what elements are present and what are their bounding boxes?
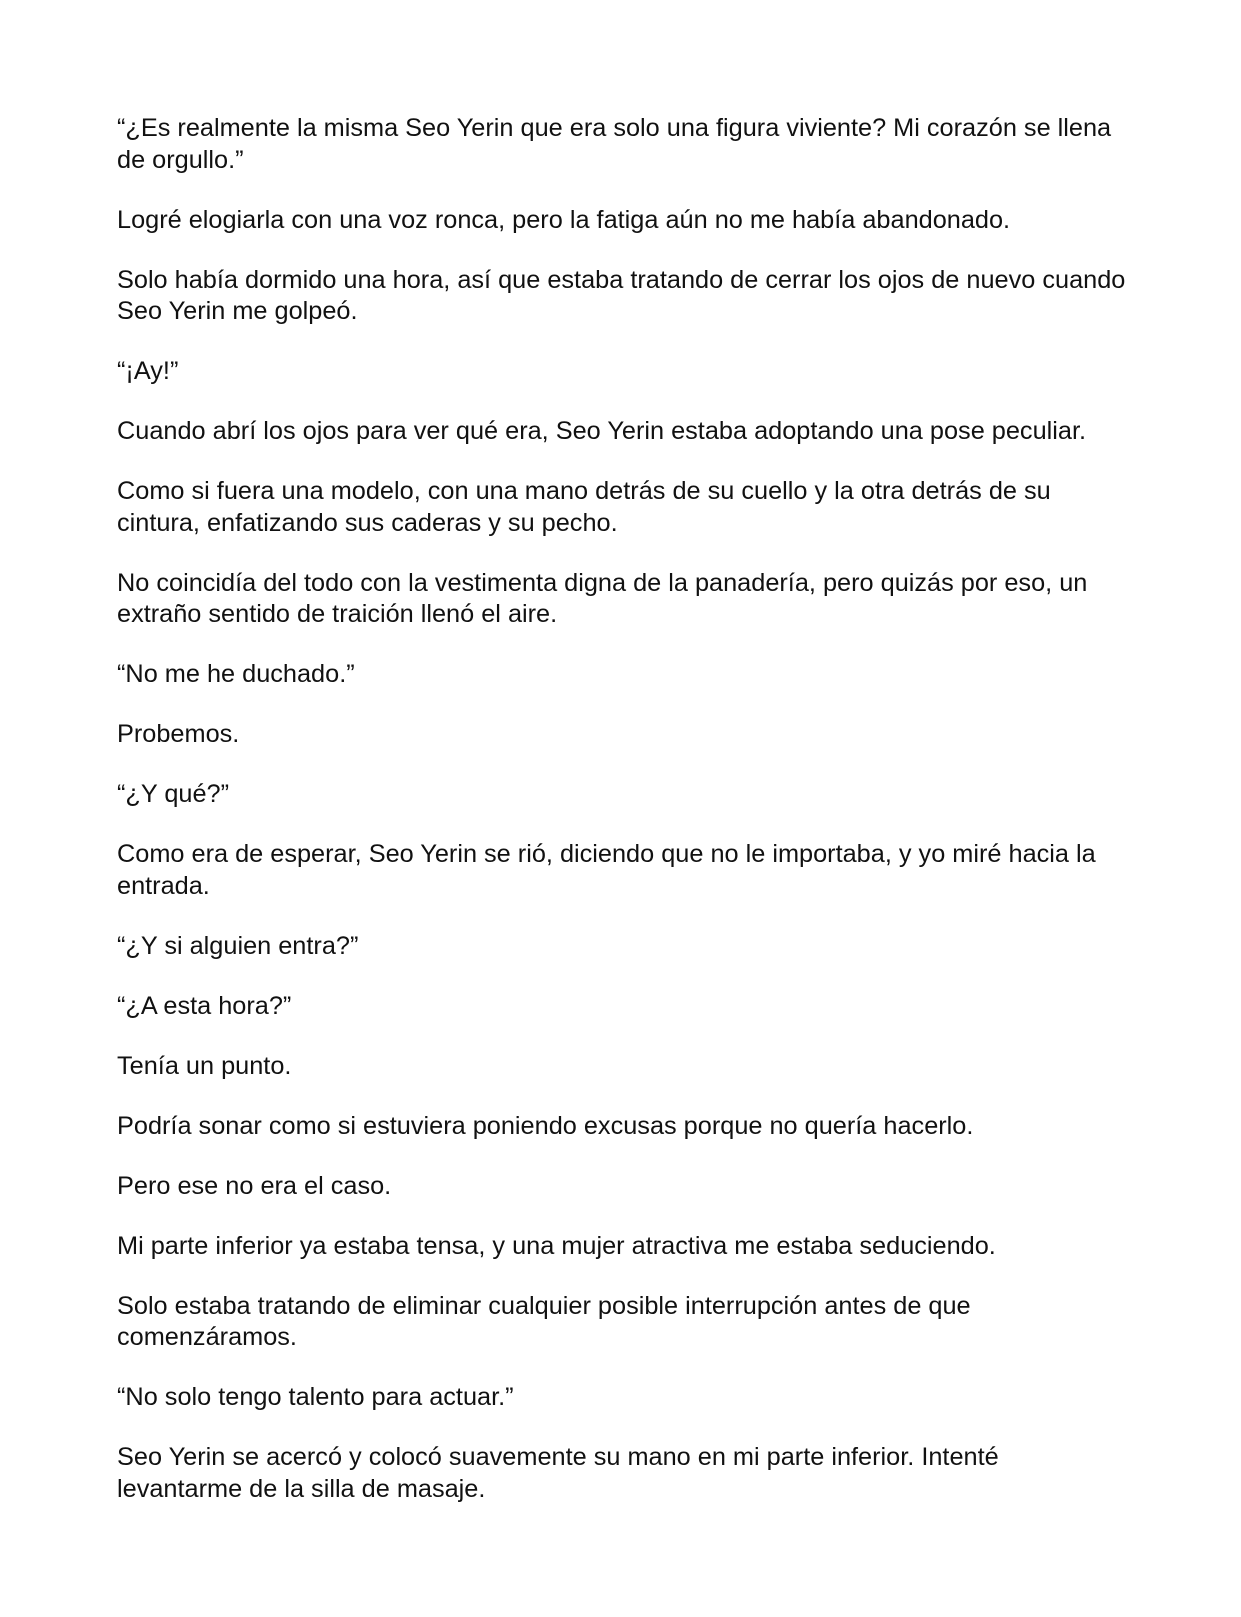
paragraph: “¿Es realmente la misma Seo Yerin que era solo una figura viviente? Mi corazón se llena de orgullo.” (117, 114, 1112, 174)
paragraph: Como si fuera una modelo, con una mano detrás de su cuello y la otra detrás de su cintura, enfatizando sus caderas y su pecho. (117, 477, 1051, 537)
paragraph: “No me he duchado.” (117, 660, 355, 688)
paragraph: Tenía un punto. (117, 1051, 292, 1080)
paragraph: Como era de esperar, Seo Yerin se rió, diciendo que no le importaba, y yo miré hacia la entrada. (117, 840, 1096, 900)
paragraph: Logré elogiarla con una voz ronca, pero la fatiga aún no me había abandonado. (117, 205, 1011, 234)
document-body (117, 113, 1127, 1534)
paragraph: Seo Yerin se acercó y colocó suavemente su mano en mi parte inferior. Intenté levantarme de la silla de masaje. (117, 1443, 999, 1503)
paragraph: “¡Ay!” (117, 357, 179, 385)
paragraph: “¿A esta hora?” (117, 991, 292, 1020)
paragraph: Solo había dormido una hora, así que estaba tratando de cerrar los ojos de nuevo cuando Seo Yerin me golpeó. (117, 265, 1126, 325)
paragraph: “¿Y si alguien entra?” (117, 931, 359, 960)
paragraph: Probemos. (117, 720, 240, 748)
paragraph: No coincidía del todo con la vestimenta digna de la panadería, pero quizás por eso, un extraño sentido de traición llenó el aire. (117, 568, 1088, 628)
paragraph: Pero ese no era el caso. (117, 1171, 392, 1200)
paragraph: Mi parte inferior ya estaba tensa, y una mujer atractiva me estaba seduciendo. (117, 1231, 996, 1260)
paragraph: “¿Y qué?” (117, 780, 230, 808)
paragraph: Cuando abrí los ojos para ver qué era, Seo Yerin estaba adoptando una pose peculiar. (117, 417, 1087, 445)
paragraph: Solo estaba tratando de eliminar cualquier posible interrupción antes de que comenzáramos. (117, 1291, 971, 1351)
paragraph: Podría sonar como si estuviera poniendo excusas porque no quería hacerlo. (117, 1111, 974, 1140)
paragraph: “No solo tengo talento para actuar.” (117, 1383, 514, 1411)
